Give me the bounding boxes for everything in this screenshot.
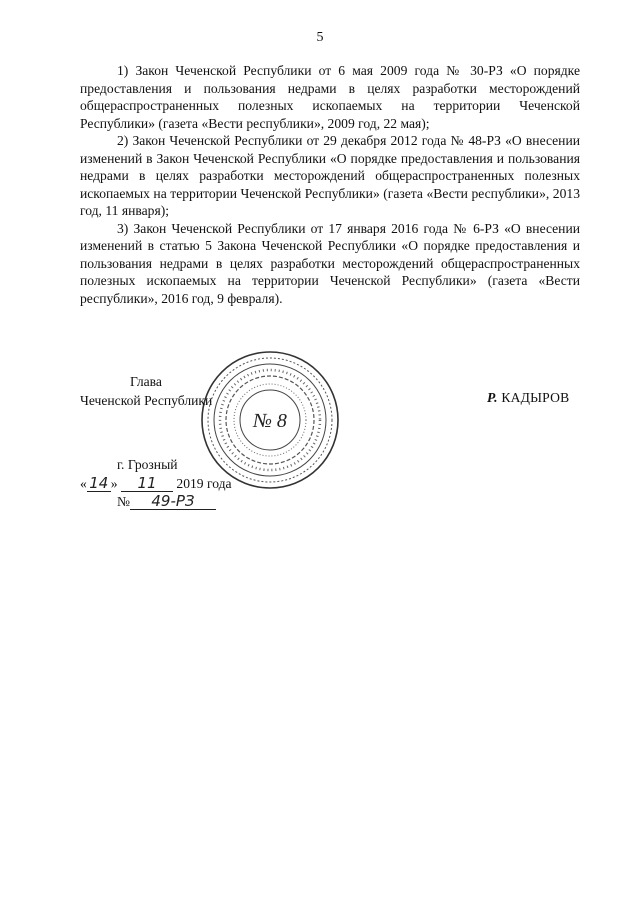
signatory-title-line2: Чеченской Республики	[80, 393, 213, 408]
place-of-signing: г. Грозный	[117, 457, 178, 472]
date-open-quote: «	[80, 476, 87, 491]
seal-number: № 8	[253, 410, 287, 432]
signatory-title	[80, 372, 212, 410]
law-number-prefix: №	[117, 494, 130, 509]
official-seal	[199, 349, 341, 491]
handwritten-signature: Р.	[487, 390, 498, 405]
list-item: 3) Закон Чеченской Республики от 17 января 2016 года № 6-РЗ «О внесении изменений в статью 5 Закона Чеченской Республики «О порядке предоставления и пользования недрами в целях разработки месторождений общераспространенных полезных ископаемых на территории Чеченской Республики» (газета «Вести республики», 2016 год, 9 февраля).	[80, 220, 580, 306]
date-close-quote: »	[110, 476, 118, 491]
list-item: 1) Закон Чеченской Республики от 6 мая 2009 года № 30-РЗ «О порядке предоставления и пользования недрами в целях разработки месторождений общераспространенных полезных ископаемых на территории Чеченской Республики» (газета «Вести республики», 2009 год, 22 мая);	[80, 63, 580, 131]
law-number-value: 49-РЗ	[130, 494, 216, 510]
signatory-name-block	[487, 390, 569, 406]
signatory-title-line1: Глава	[130, 374, 162, 389]
signing-date	[80, 476, 232, 492]
date-day: 14	[87, 476, 111, 492]
date-year: 2019 года	[176, 476, 232, 491]
law-number	[117, 494, 216, 510]
page-number: 5	[316, 30, 324, 45]
date-month: 11	[121, 476, 173, 492]
document-body	[80, 62, 580, 307]
list-item: 2) Закон Чеченской Республики от 29 декабря 2012 года № 48-РЗ «О внесении изменений в Закон Чеченской Республики «О порядке предоставления и пользования недрами в целях разработки месторождений общераспространенных полезных ископаемых на территории Чеченской Республики» (газета «Вести республики», 2013 год, 11 января);	[80, 133, 580, 218]
signatory-name: КАДЫРОВ	[501, 390, 570, 405]
